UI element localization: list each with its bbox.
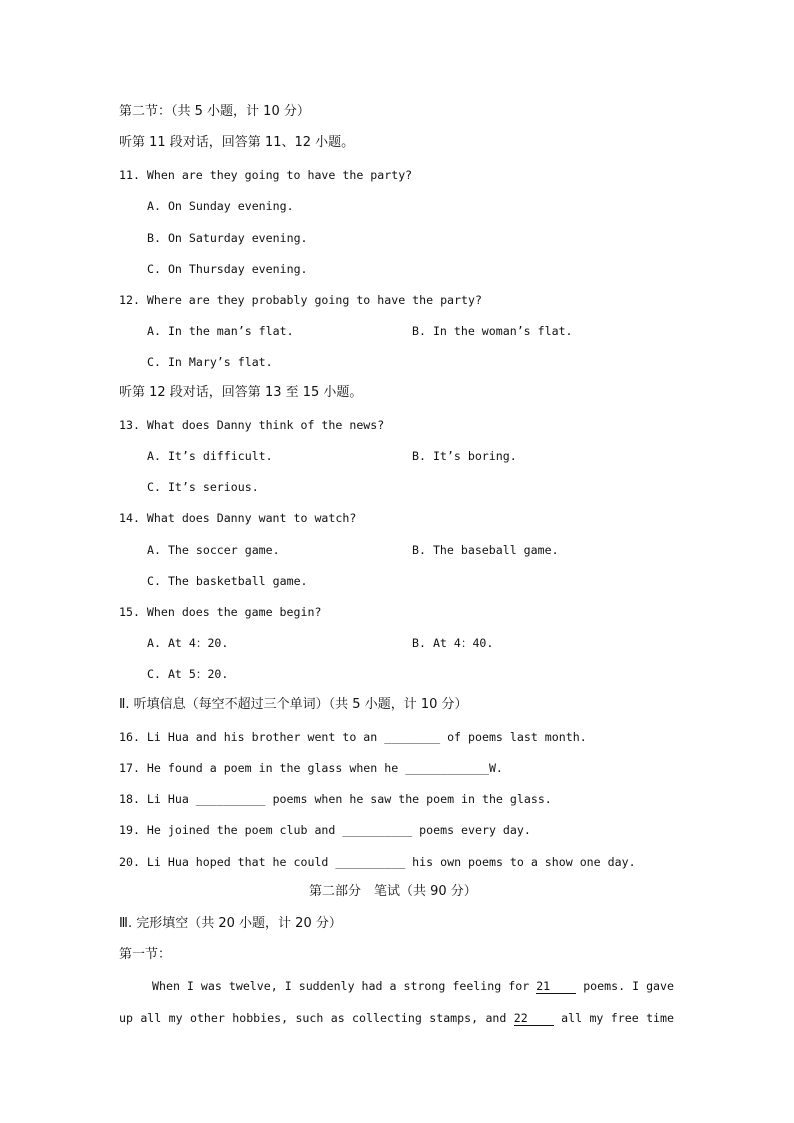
part3-header: Ⅲ. 完形填空（共 20 小题，计 20 分） xyxy=(119,916,342,931)
dialogue12-instruction: 听第 12 段对话，回答第 13 至 15 小题。 xyxy=(119,385,363,400)
q15-option-c: C. At 5：20. xyxy=(147,667,229,681)
q11-option-b: B. On Saturday evening. xyxy=(147,231,308,245)
q13-option-c: C. It’s serious. xyxy=(147,480,259,494)
q11-option-c: C. On Thursday evening. xyxy=(147,262,308,276)
fill-item-16: 16. Li Hua and his brother went to an ________ of poems last month. xyxy=(119,730,587,744)
fill-item-19: 19. He joined the poem club and __________ poems every day. xyxy=(119,823,531,837)
section2-header: 第二节：（共 5 小题，计 10 分） xyxy=(119,104,310,119)
q14-option-c: C. The basketball game. xyxy=(147,574,308,588)
q12-option-b: B. In the woman’s flat. xyxy=(412,324,573,338)
q11-question: 11. When are they going to have the party? xyxy=(119,168,413,182)
q14-question: 14. What does Danny want to watch? xyxy=(119,511,357,525)
passage-line-1: When I was twelve, I suddenly had a strong feeling for 21 poems. I gave xyxy=(152,979,674,993)
q11-option-a: A. On Sunday evening. xyxy=(147,199,294,213)
q12-option-a: A. In the man’s flat. xyxy=(147,324,294,338)
fill-item-18: 18. Li Hua __________ poems when he saw the poem in the glass. xyxy=(119,792,552,806)
written-part-header: 第二部分 笔试（共 90 分） xyxy=(309,884,477,899)
q14-option-b: B. The baseball game. xyxy=(412,543,559,557)
fill-item-20: 20. Li Hua hoped that he could __________ his own poems to a show one day. xyxy=(119,855,636,869)
part2-header: Ⅱ. 听填信息（每空不超过三个单词）（共 5 小题，计 10 分） xyxy=(119,697,468,712)
dialogue11-instruction: 听第 11 段对话，回答第 11、12 小题。 xyxy=(119,135,355,150)
blank-22: 22 xyxy=(514,1012,554,1026)
q13-question: 13. What does Danny think of the news? xyxy=(119,418,385,432)
blank-21: 21 xyxy=(536,980,576,994)
q12-option-c: C. In Mary’s flat. xyxy=(147,355,273,369)
q15-option-a: A. At 4：20. xyxy=(147,636,229,650)
section1-header: 第一节： xyxy=(119,947,172,962)
q14-option-a: A. The soccer game. xyxy=(147,543,280,557)
q15-question: 15. When does the game begin? xyxy=(119,605,322,619)
q12-question: 12. Where are they probably going to have the party? xyxy=(119,293,482,307)
fill-item-17: 17. He found a poem in the glass when he ____________W. xyxy=(119,761,503,775)
q15-option-b: B. At 4：40. xyxy=(412,636,494,650)
q13-option-a: A. It’s difficult. xyxy=(147,449,273,463)
q13-option-b: B. It’s boring. xyxy=(412,449,517,463)
passage-line-2: up all my other hobbies, such as collecting stamps, and 22 all my free time xyxy=(119,1011,674,1025)
